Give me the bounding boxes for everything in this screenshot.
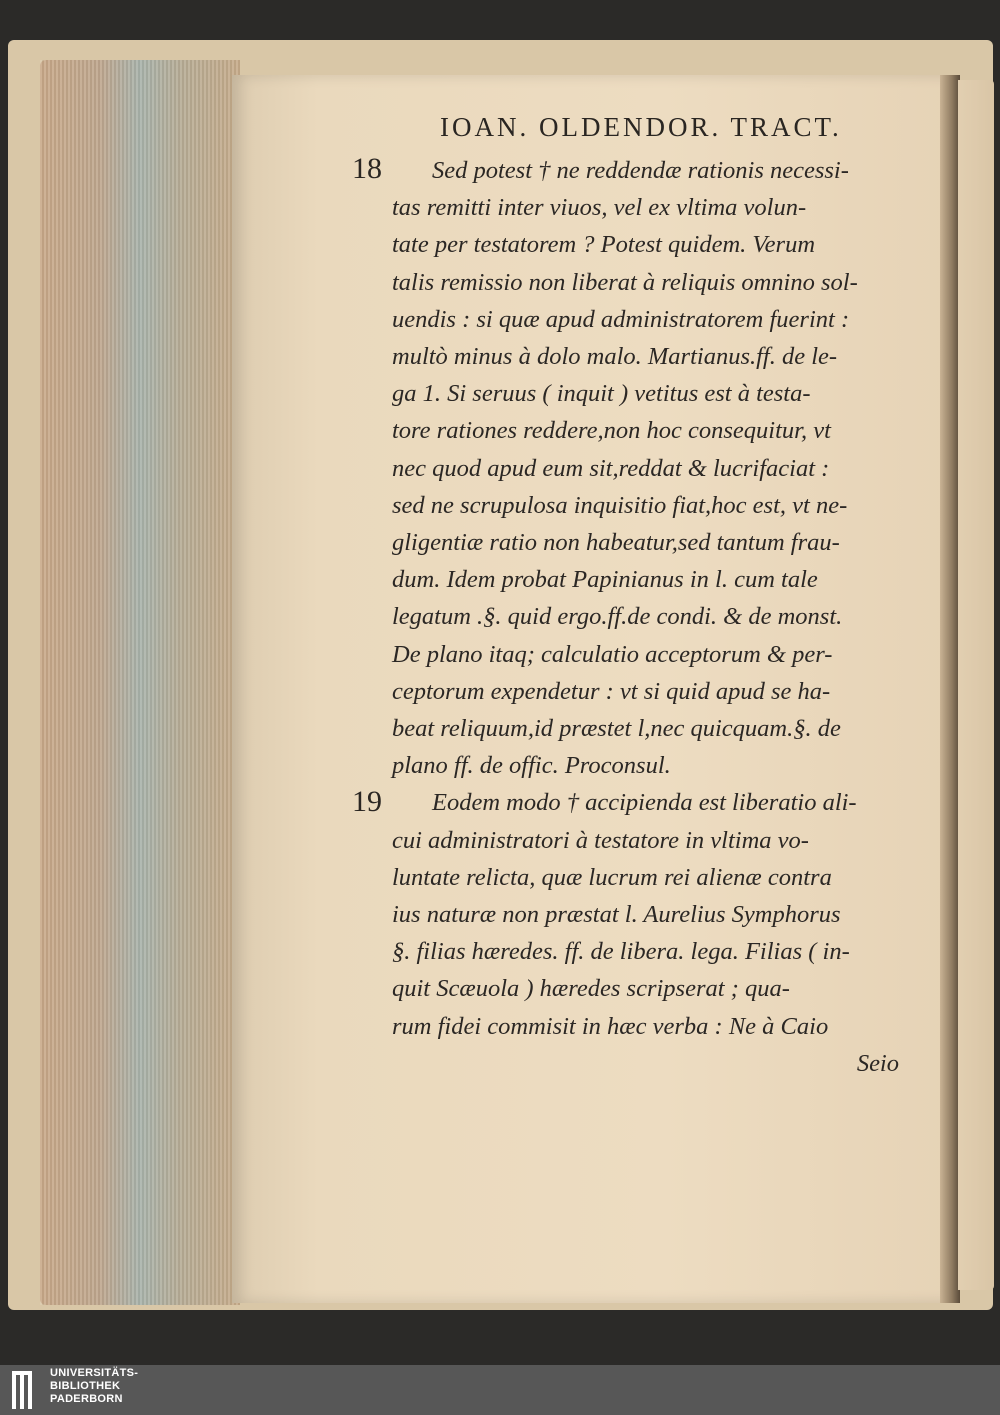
text-line: rum fidei commisit in hæc verba : Ne à Caio [392, 1012, 829, 1040]
library-name-line: PADERBORN [50, 1393, 123, 1405]
text-line: luntate relicta, quæ lucrum rei alienæ contra [392, 863, 832, 891]
text-line: sed ne scrupulosa inquisitio fiat,hoc est, vt ne- [392, 491, 848, 519]
library-logo-icon [10, 1369, 38, 1411]
text-line: Sed potest † ne reddendæ rationis necessi- [432, 157, 849, 184]
text-line: cui administratori à testatore in vltima vo- [392, 826, 809, 854]
text-line: tas remitti inter viuos, vel ex vltima volun- [392, 194, 807, 222]
marginal-number-18: 18 [352, 152, 382, 185]
text-line: §. filias hæredes. ff. de libera. lega. Filias ( in- [392, 938, 850, 966]
text-line: De plano itaq; calculatio acceptorum & per- [392, 640, 833, 668]
text-line: tore rationes reddere,non hoc consequitur, vt [392, 417, 831, 445]
page-block-edge [40, 60, 240, 1305]
text-line: uendis : si quæ apud administratorem fuerint : [392, 305, 850, 333]
library-name-line: BIBLIOTHEK [50, 1380, 121, 1392]
text-line: gligentiæ ratio non habeatur,sed tantum frau- [392, 529, 840, 557]
library-name-line: UNIVERSITÄTS- [50, 1367, 139, 1379]
text-line: Eodem modo † accipienda est liberatio ali- [432, 789, 857, 817]
book-gutter [940, 75, 960, 1303]
text-line: ius naturæ non præstat l. Aurelius Symphorus [392, 901, 841, 929]
footer-bar [0, 1365, 1000, 1415]
text-line: legatum .§. quid ergo.ff.de condi. & de monst. [392, 603, 843, 631]
running-head: IOAN. OLDENDOR. TRACT. [440, 112, 842, 142]
text-line: multò minus à dolo malo. Martianus.ff. de le- [392, 343, 838, 371]
marginal-number-19: 19 [352, 785, 382, 818]
text-line: nec quod apud eum sit,reddat & lucrifaciat : [392, 454, 830, 482]
text-line: tate per testatorem ? Potest quidem. Verum [392, 231, 816, 259]
text-line: dum. Idem probat Papinianus in l. cum tale [392, 566, 818, 594]
catchword: Seio [856, 1049, 899, 1077]
library-name [50, 1367, 138, 1406]
text-line: ga 1. Si seruus ( inquit ) vetitus est à testa- [392, 380, 811, 408]
text-line: quit Scæuola ) hæredes scripserat ; qua- [392, 975, 790, 1003]
body-text [392, 152, 907, 1082]
text-line: talis remissio non liberat à reliquis omnino sol- [392, 268, 858, 296]
text-line: ceptorum expendetur : vt si quid apud se ha- [392, 677, 831, 705]
text-line: beat reliquum,id præstet l,nec quicquam.§. de [392, 715, 841, 743]
facing-page-edge [958, 80, 994, 1290]
text-line: plano ff. de offic. Proconsul. [392, 752, 671, 780]
